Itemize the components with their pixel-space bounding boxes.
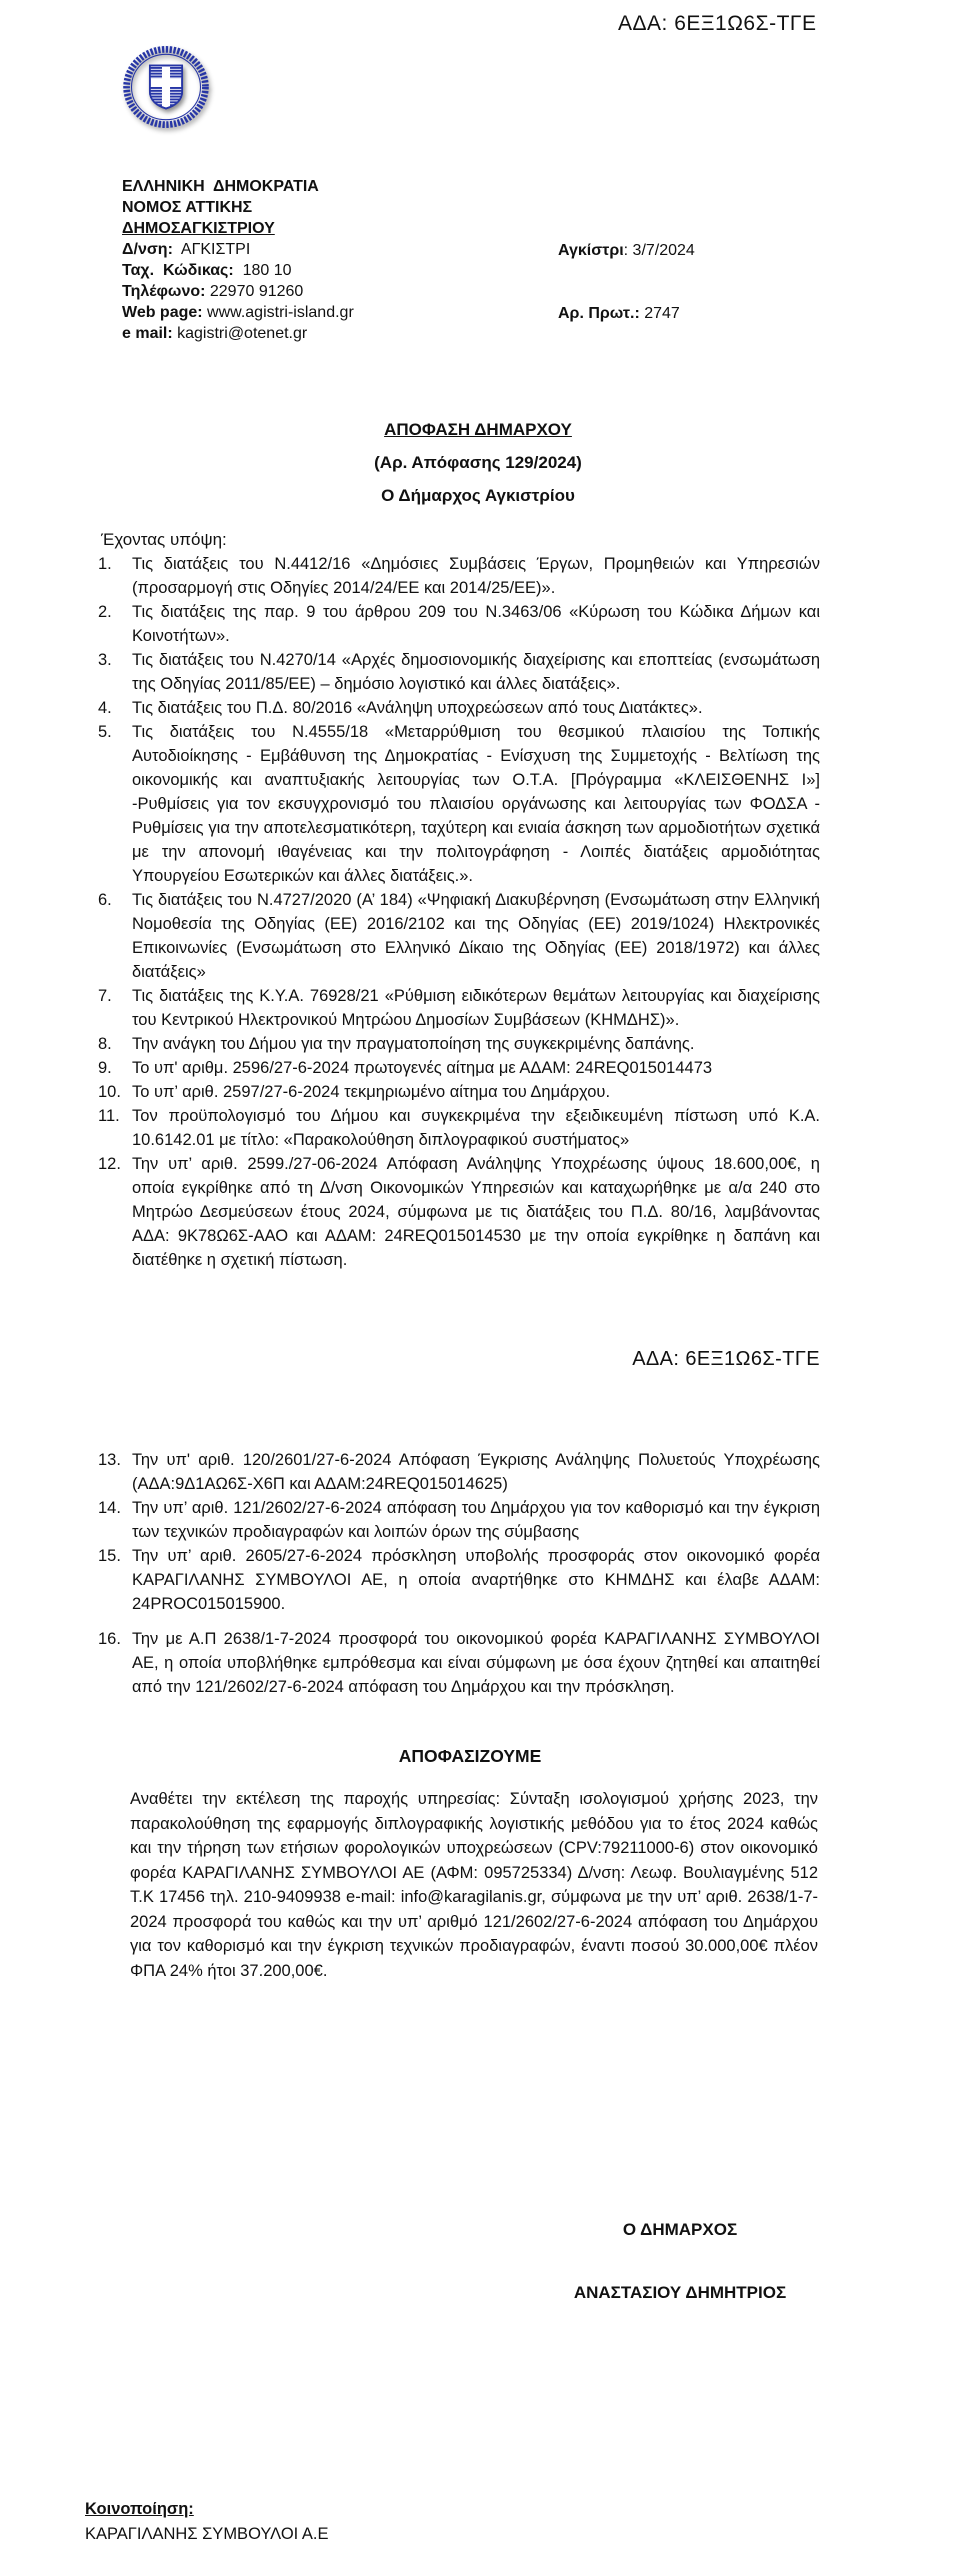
consideration-number: 6.	[98, 891, 112, 909]
considerations-list-page2	[98, 1448, 820, 1699]
consideration-item	[98, 1448, 820, 1496]
consideration-text: Το υπ’ αριθ. 2597/27-6-2024 τεκμηριωμένο αίτημα του Δημάρχου.	[132, 1083, 611, 1101]
consideration-text: Τις διατάξεις του Ν.4270/14 «Αρχές δημοσιονομικής διαχείρισης και εποπτείας (ενσωμάτωση της Οδηγίας 2011/85/ΕΕ) – δημόσιο λογιστικό και άλλες διατάξεις».	[132, 651, 820, 693]
letterhead-line: Ταχ. Κώδικας: 180 10	[122, 262, 292, 279]
consideration-text: Το υπ' αριθμ. 2596/27-6-2024 πρωτογενές αίτημα με ΑΔΑΜ: 24REQ015014473	[132, 1059, 713, 1077]
consideration-text: Τον προϋπολογισμό του Δήμου και συγκεκριμένα την εξειδικευμένη πίστωση υπό Κ.Α. 10.6142.01 με τίτλο: «Παρακολούθηση διπλογραφικού συστήματος»	[132, 1107, 820, 1149]
consideration-number: 14.	[98, 1499, 121, 1517]
consideration-text: Τις διατάξεις του Ν.4727/2020 (Α’ 184) «Ψηφιακή Διακυβέρνηση (Ενσωμάτωση στην Ελληνική Νομοθεσία της Οδηγίας (ΕΕ) 2016/2102 και της Οδηγίας (ΕΕ) 2019/1024) Ηλεκτρονικές Επικοινωνίες (Ενσωμάτωση στο Ελληνικό Δίκαιο της Οδηγίας (ΕΕ) 2018/1972) και άλλες διατάξεις»	[132, 891, 820, 981]
decision-number: (Αρ. Απόφασης 129/2024)	[374, 453, 582, 472]
consideration-text: Τις διατάξεις του Ν.4555/18 «Μεταρρύθμιση του θεσμικού πλαισίου της Τοπικής Αυτοδιοίκησης - Εμβάθυνση της Δημοκρατίας - Ενίσχυση της Συμμετοχής - Βελτίωση της οικονομικής και αναπτυξιακής λειτουργίας των Ο.Τ.Α. [Πρόγραμμα «ΚΛΕΙΣΘΕΝΗΣ Ι»] -Ρυθμίσεις για τον εκσυγχρονισμό του πλαισίου οργάνωσης και λειτουργίας των ΦΟΔΣΑ - Ρυθμίσεις για την αποτελεσματικότερη, ταχύτερη και ενιαία άσκηση των αρμοδιοτήτων σχετικά με την απονομή ιθαγένειας και την πολιτογράφηση - Λοιπές διατάξεις αρμοδιότητας Υπουργείου Εσωτερικών και άλλες διατάξεις.».	[132, 723, 820, 885]
consideration-number: 15.	[98, 1547, 121, 1565]
letterhead-line: Δ/νση: ΑΓΚΙΣΤΡΙ	[122, 241, 251, 258]
consideration-text: Την υπ’ αριθ. 121/2602/27-6-2024 απόφαση του Δημάρχου για τον καθορισμό και την έγκριση των τεχνικών προδιαγραφών και λοιπών όρων της σύμβασης	[132, 1499, 820, 1541]
consideration-number: 1.	[98, 555, 112, 573]
consideration-item	[98, 888, 820, 984]
letterhead-line: e mail: kagistri@otenet.gr	[122, 325, 308, 342]
consideration-item	[98, 696, 820, 720]
consideration-item	[98, 1496, 820, 1544]
consideration-item	[98, 1032, 820, 1056]
consideration-number: 16.	[98, 1630, 121, 1648]
consideration-text: Την υπ' αριθ. 120/2601/27-6-2024 Απόφαση Έγκρισης Ανάληψης Πολυετούς Υποχρέωσης (ΑΔΑ:9Δ1ΑΩ6Σ-Χ6Π και ΑΔΑΜ:24REQ015014625)	[132, 1451, 820, 1493]
letterhead-line: Web page: www.agistri-island.gr	[122, 304, 354, 321]
distribution-recipient: ΚΑΡΑΓΙΛΑΝΗΣ ΣΥΜΒΟΥΛΟΙ Α.Ε	[85, 2525, 329, 2543]
consideration-item	[98, 648, 820, 696]
ada-code-top: ΑΔΑ: 6ΕΞ1Ω6Σ-ΤΓΕ	[618, 12, 817, 35]
decision-title-block	[98, 420, 858, 519]
consideration-number: 11.	[98, 1107, 120, 1125]
decision-issuer: Ο Δήμαρχος Αγκιστρίου	[381, 486, 575, 505]
verdict-paragraph: Αναθέτει την εκτέλεση της παροχής υπηρεσίας: Σύνταξη ισολογισμού χρήσης 2023, την παρακολούθηση της εφαρμογής διπλογραφικής λογιστικής μεθόδου για το έτος 2024 καθώς και την τήρηση των ετήσιων φορολογικών υποχρεώσεων (CPV:79211000-6) στον οικονομικό φορέα ΚΑΡΑΓΙΛΑΝΗΣ ΣΥΜΒΟΥΛΟΙ ΑΕ (ΑΦΜ: 095725334) Δ/νση: Λεωφ. Βουλιαγμένης 512 Τ.Κ 17456 τηλ. 210-9409938 e-mail: info@karagilanis.gr, σύμφωνα με την υπ’ αριθ. 2638/1-7-2024 προσφορά του καθώς και την υπ’ αριθμό 121/2602/27-6-2024 απόφαση του Δημάρχου για τον καθορισμό και την έγκριση τεχνικών προδιαγραφών, έναντι ποσού 30.000,00€ πλέον ΦΠΑ 24% ήτοι 37.200,00€.	[130, 1790, 818, 1980]
consideration-text: Τις διατάξεις του Ν.4412/16 «Δημόσιες Συμβάσεις Έργων, Προμηθειών και Υπηρεσιών (προσαρμογή στις Οδηγίες 2014/24/ΕΕ και 2014/25/ΕΕ)».	[132, 555, 820, 597]
consideration-text: Την ανάγκη του Δήμου για την πραγματοποίηση της συγκεκριμένης δαπάνης.	[132, 1035, 695, 1053]
consideration-number: 5.	[98, 723, 112, 741]
consideration-item	[98, 1104, 820, 1152]
greek-coat-of-arms-icon	[121, 44, 211, 130]
consideration-item	[98, 1152, 820, 1272]
consideration-number: 2.	[98, 603, 112, 621]
place-date-protocol	[558, 198, 695, 366]
consideration-number: 10.	[98, 1083, 121, 1101]
ada-code-page2: ΑΔΑ: 6ΕΞ1Ω6Σ-ΤΓΕ	[632, 1348, 820, 1370]
considerations-list-page1	[98, 552, 820, 1272]
consideration-text: Τις διατάξεις της παρ. 9 του άρθρου 209 του Ν.3463/06 «Κύρωση του Κώδικα Δήμων και Κοινοτήτων».	[132, 603, 820, 645]
letterhead-line: ΔΗΜΟΣΑΓΚΙΣΤΡΙΟΥ	[122, 220, 275, 237]
letterhead-line: Τηλέφωνο: 22970 91260	[122, 283, 304, 300]
consideration-item	[98, 1627, 820, 1699]
consideration-text: Την με Α.Π 2638/1-7-2024 προσφορά του οικονομικού φορέα ΚΑΡΑΓΙΛΑΝΗΣ ΣΥΜΒΟΥΛΟΙ ΑΕ, η οποία υποβλήθηκε εμπρόθεσμα και είναι σύμφωνη με όσα έχουν ζητηθεί και απαιτηθεί από την 121/2602/27-6-2024 απόφαση του Δημάρχου και την πρόσκληση.	[132, 1630, 820, 1696]
protocol-number-line: Αρ. Πρωτ.: 2747	[558, 305, 680, 322]
consideration-number: 13.	[98, 1451, 121, 1469]
consideration-text: Την υπ’ αριθ. 2605/27-6-2024 πρόσκληση υποβολής προσφοράς στον οικονομικό φορέα ΚΑΡΑΓΙΛΑΝΗΣ ΣΥΜΒΟΥΛΟΙ ΑΕ, η οποία αναρτήθηκε στο ΚΗΜΔΗΣ και έλαβε ΑΔΑΜ: 24PROC015015900.	[132, 1547, 820, 1613]
consideration-number: 8.	[98, 1035, 112, 1053]
consideration-item	[98, 1080, 820, 1104]
distribution-block	[85, 2497, 329, 2547]
consideration-item	[98, 1544, 820, 1616]
consideration-item	[98, 1056, 820, 1080]
consideration-number: 3.	[98, 651, 112, 669]
distribution-label: Κοινοποίηση:	[85, 2500, 194, 2518]
consideration-number: 9.	[98, 1059, 112, 1077]
signature-name: ΑΝΑΣΤΑΣΙΟΥ ΔΗΜΗΤΡΙΟΣ	[573, 2283, 787, 2302]
consideration-text: Τις διατάξεις της Κ.Υ.Α. 76928/21 «Ρύθμιση ειδικότερων θεμάτων λειτουργίας και διαχείρισης του Κεντρικού Ηλεκτρονικού Μητρώου Δημοσίων Συμβάσεων (ΚΗΜΔΗΣ)».	[132, 987, 820, 1029]
place-date-line: Αγκίστρι: 3/7/2024	[558, 242, 695, 259]
consideration-number: 4.	[98, 699, 112, 717]
consideration-item	[98, 984, 820, 1032]
preamble-label: Έχοντας υπόψη:	[101, 530, 227, 549]
letterhead-line: ΝΟΜΟΣ ΑΤΤΙΚΗΣ	[122, 199, 253, 216]
consideration-text: Τις διατάξεις του Π.Δ. 80/2016 «Ανάληψη υποχρεώσεων από τους Διατάκτες».	[132, 699, 703, 717]
letterhead-line: ΕΛΛΗΝΙΚΗ ΔΗΜΟΚΡΑΤΙΑ	[122, 178, 319, 195]
consideration-item	[98, 600, 820, 648]
verdict-heading: ΑΠΟΦΑΣΙΖΟΥΜΕ	[398, 1746, 542, 1766]
signature-role: Ο ΔΗΜΑΡΧΟΣ	[622, 2220, 738, 2239]
signature-block	[525, 2220, 835, 2303]
consideration-text: Την υπ’ αριθ. 2599./27-06-2024 Απόφαση Ανάληψης Υποχρέωσης ύψους 18.600,00€, η οποία εγκρίθηκε από τη Δ/νση Οικονομικών Υπηρεσιών και καταχωρήθηκε με α/α 240 στο Μητρώο Δεσμεύσεων έτους 2024, σύμφωνα με τις διατάξεις του Π.Δ. 80/16, λαμβάνοντας ΑΔΑ: 9Κ78Ω6Σ-ΑΑΟ και ΑΔΑΜ: 24REQ015014530 με την οποία εγκρίθηκε η δαπάνη και διατέθηκε η σχετική πίστωση.	[132, 1155, 820, 1269]
consideration-item	[98, 720, 820, 888]
consideration-number: 12.	[98, 1155, 121, 1173]
consideration-number: 7.	[98, 987, 112, 1005]
letterhead	[122, 176, 354, 344]
consideration-item	[98, 552, 820, 600]
decision-title: ΑΠΟΦΑΣΗ ΔΗΜΑΡΧΟΥ	[384, 420, 572, 439]
